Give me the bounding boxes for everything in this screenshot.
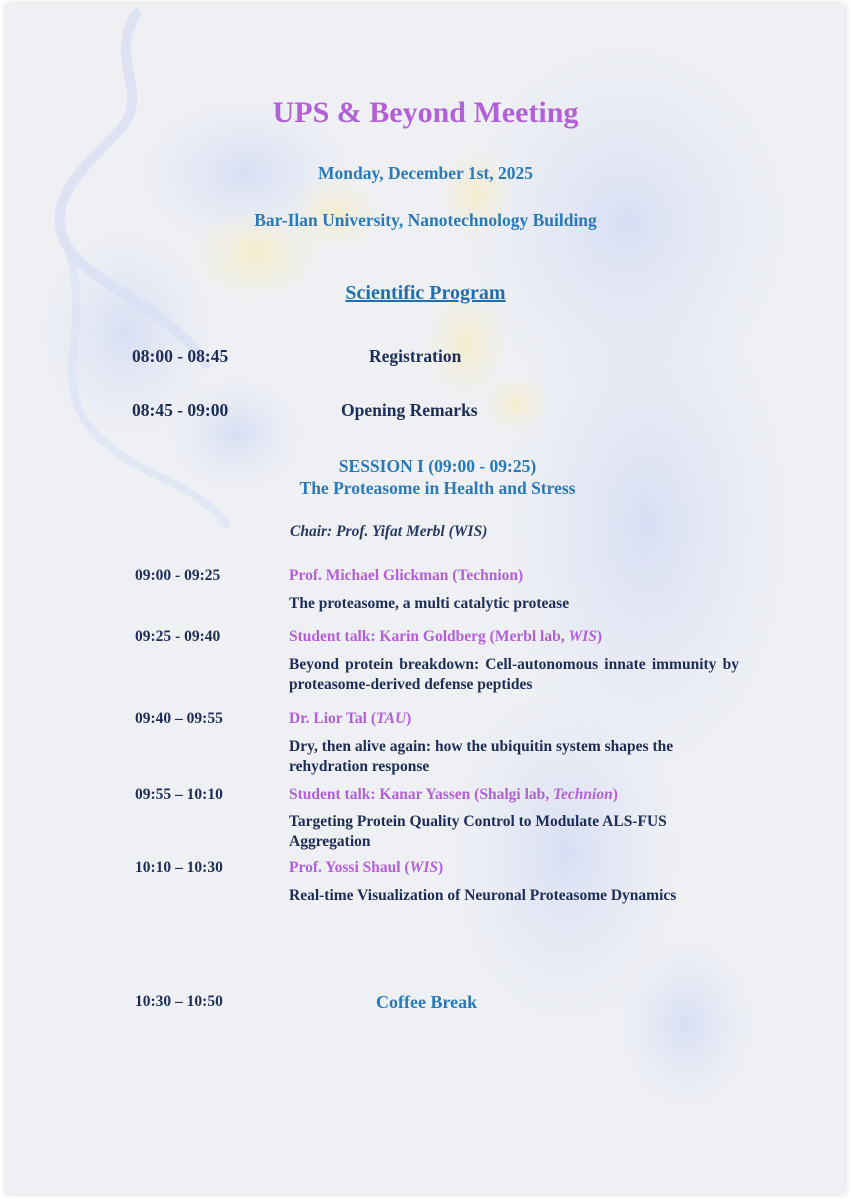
break-time: 10:30 – 10:50 — [135, 993, 223, 1010]
schedule-time: 08:00 - 08:45 — [132, 346, 229, 366]
talk-time: 09:00 - 09:25 — [135, 567, 221, 584]
speaker-affiliation: TAU — [376, 710, 407, 727]
talk-speaker: Prof. Michael Glickman (Technion) — [289, 567, 524, 584]
meeting-title: UPS & Beyond Meeting — [272, 96, 579, 129]
talk-title: Dry, then alive again: how the ubiquitin system shapes the rehydration response — [289, 738, 674, 775]
talk-speaker: Prof. Yossi Shaul (WIS) — [289, 859, 444, 876]
talk-time: 10:10 – 10:30 — [135, 859, 223, 876]
schedule-label: Opening Remarks — [341, 400, 478, 420]
talk-speaker: Dr. Lior Tal (TAU) — [289, 710, 412, 727]
meeting-venue: Bar-Ilan University, Nanotechnology Building — [254, 210, 597, 230]
break-label: Coffee Break — [376, 992, 478, 1012]
speaker-affiliation: WIS — [409, 859, 439, 876]
talk-time: 09:40 – 09:55 — [135, 710, 223, 727]
program-heading: Scientific Program — [345, 282, 506, 304]
session-chair: Chair: Prof. Yifat Merbl (WIS) — [290, 523, 488, 540]
talk-title: Beyond protein breakdown: Cell-autonomous innate immunity by proteasome-derived defense peptides — [289, 656, 739, 693]
talk-speaker: Student talk: Karin Goldberg (Merbl lab, WIS) — [289, 628, 603, 645]
speaker-affiliation: WIS — [568, 628, 597, 645]
document-page — [6, 4, 845, 1194]
talk-time: 09:55 – 10:10 — [135, 786, 223, 803]
schedule-label: Registration — [369, 346, 462, 366]
session-heading: SESSION I (09:00 - 09:25) — [338, 456, 537, 476]
schedule-time: 08:45 - 09:00 — [132, 400, 229, 420]
talk-title: The proteasome, a multi catalytic protease — [289, 595, 570, 612]
talk-title: Targeting Protein Quality Control to Modulate ALS-FUS Aggregation — [289, 813, 667, 850]
speaker-affiliation: Technion — [553, 786, 613, 803]
talk-speaker: Student talk: Kanar Yassen (Shalgi lab, Technion) — [289, 786, 618, 803]
talk-time: 09:25 - 09:40 — [135, 628, 221, 645]
meeting-date: Monday, December 1st, 2025 — [318, 163, 533, 183]
talk-title: Real-time Visualization of Neuronal Proteasome Dynamics — [289, 887, 677, 904]
session-subtitle: The Proteasome in Health and Stress — [299, 478, 576, 498]
